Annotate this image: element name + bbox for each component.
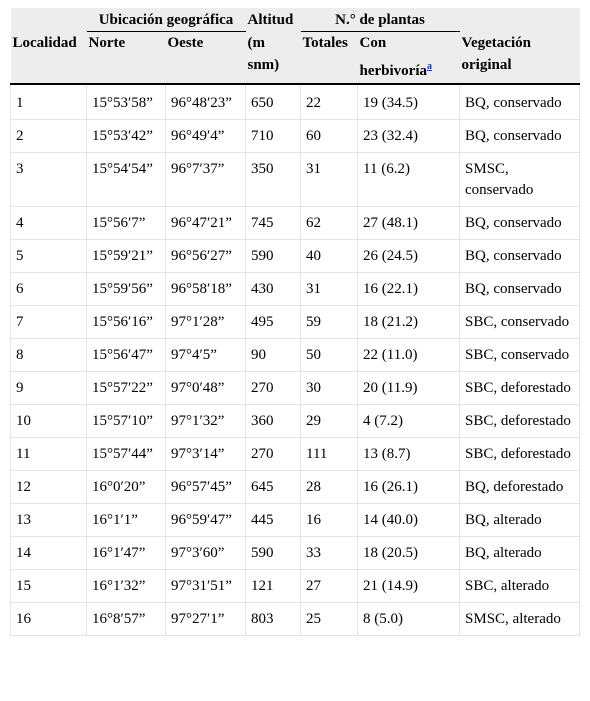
cell-oeste: 96°47′21”: [166, 207, 246, 240]
cell-oeste: 96°56′27”: [166, 240, 246, 273]
cell-herbivoria: 4 (7.2): [358, 405, 460, 438]
cell-oeste: 96°49′4”: [166, 120, 246, 153]
header-vegetacion: Vegetación: [461, 34, 531, 51]
cell-herbivoria: 14 (40.0): [358, 504, 460, 537]
cell-localidad: 11: [11, 438, 87, 471]
table-row: [11, 339, 580, 372]
cell-herbivoria: 19 (34.5): [358, 84, 460, 120]
header-original: original: [461, 56, 512, 73]
cell-oeste: 97°1′28”: [166, 306, 246, 339]
cell-altitud: 360: [246, 405, 301, 438]
cell-totales: 31: [301, 273, 358, 306]
cell-herbivoria: 21 (14.9): [358, 570, 460, 603]
cell-norte: 15°56′16”: [87, 306, 166, 339]
cell-totales: 50: [301, 339, 358, 372]
cell-altitud: 90: [246, 339, 301, 372]
cell-oeste: 97°31′51”: [166, 570, 246, 603]
cell-totales: 40: [301, 240, 358, 273]
header-localidad: Localidad: [11, 32, 87, 85]
header-spacer-localidad: [11, 8, 87, 32]
cell-oeste: 96°57′45”: [166, 471, 246, 504]
cell-localidad: 8: [11, 339, 87, 372]
header-row-1: [11, 8, 580, 32]
cell-altitud: 495: [246, 306, 301, 339]
header-row-2: [11, 32, 580, 85]
cell-norte: 15°54′54”: [87, 153, 166, 207]
localidades-table: [10, 8, 580, 636]
table-row: [11, 570, 580, 603]
cell-totales: 60: [301, 120, 358, 153]
footnote-sup: [427, 58, 432, 72]
cell-altitud: 270: [246, 372, 301, 405]
cell-localidad: 16: [11, 603, 87, 636]
cell-oeste: 96°58′18”: [166, 273, 246, 306]
cell-norte: 16°8′57”: [87, 603, 166, 636]
cell-herbivoria: 16 (26.1): [358, 471, 460, 504]
header-altitud: Altitud: [246, 8, 301, 32]
table-header: [11, 8, 580, 84]
cell-herbivoria: 18 (21.2): [358, 306, 460, 339]
cell-vegetacion: BQ, conservado: [460, 240, 580, 273]
table-row: [11, 603, 580, 636]
cell-norte: 16°1′32”: [87, 570, 166, 603]
cell-totales: 33: [301, 537, 358, 570]
cell-totales: 25: [301, 603, 358, 636]
cell-vegetacion: SBC, deforestado: [460, 372, 580, 405]
data-table-container: [10, 8, 579, 636]
cell-herbivoria: 26 (24.5): [358, 240, 460, 273]
cell-localidad: 6: [11, 273, 87, 306]
cell-norte: 15°53′58”: [87, 84, 166, 120]
cell-altitud: 645: [246, 471, 301, 504]
cell-altitud: 445: [246, 504, 301, 537]
header-herbivoria: herbivoría: [359, 63, 427, 79]
table-row: [11, 153, 580, 207]
cell-altitud: 590: [246, 240, 301, 273]
cell-vegetacion: SMSC, alterado: [460, 603, 580, 636]
header-altitud-unit: [246, 32, 301, 85]
table-row: [11, 537, 580, 570]
header-ubicacion-geografica: Ubicación geográfica: [87, 8, 246, 32]
cell-vegetacion: SMSC, conservado: [460, 153, 580, 207]
header-con-herbivoria: [358, 32, 460, 85]
table-row: [11, 306, 580, 339]
cell-localidad: 15: [11, 570, 87, 603]
cell-vegetacion: SBC, conservado: [460, 306, 580, 339]
cell-totales: 22: [301, 84, 358, 120]
header-norte: Norte: [87, 32, 166, 85]
cell-totales: 30: [301, 372, 358, 405]
table-row: [11, 84, 580, 120]
footnote-link-a[interactable]: a: [427, 61, 432, 72]
cell-altitud: 270: [246, 438, 301, 471]
cell-vegetacion: SBC, deforestado: [460, 438, 580, 471]
cell-herbivoria: 16 (22.1): [358, 273, 460, 306]
cell-norte: 15°59′21”: [87, 240, 166, 273]
cell-totales: 31: [301, 153, 358, 207]
cell-localidad: 13: [11, 504, 87, 537]
cell-vegetacion: BQ, alterado: [460, 504, 580, 537]
table-row: [11, 120, 580, 153]
cell-vegetacion: BQ, conservado: [460, 120, 580, 153]
cell-oeste: 97°3′60”: [166, 537, 246, 570]
cell-norte: 16°1′1”: [87, 504, 166, 537]
cell-altitud: 803: [246, 603, 301, 636]
cell-localidad: 14: [11, 537, 87, 570]
header-con: Con: [359, 35, 387, 51]
table-row: [11, 240, 580, 273]
cell-oeste: 96°7′37”: [166, 153, 246, 207]
cell-norte: 15°57′10”: [87, 405, 166, 438]
header-altitud-unit-line1: (m: [247, 34, 265, 51]
cell-altitud: 350: [246, 153, 301, 207]
header-oeste: Oeste: [166, 32, 246, 85]
cell-oeste: 97°1′32”: [166, 405, 246, 438]
cell-totales: 28: [301, 471, 358, 504]
cell-totales: 59: [301, 306, 358, 339]
cell-altitud: 590: [246, 537, 301, 570]
cell-herbivoria: 11 (6.2): [358, 153, 460, 207]
cell-vegetacion: SBC, conservado: [460, 339, 580, 372]
header-spacer-vegetacion: [460, 8, 580, 32]
cell-oeste: 97°0′48”: [166, 372, 246, 405]
cell-norte: 15°56′7”: [87, 207, 166, 240]
cell-norte: 15°57′44”: [87, 438, 166, 471]
cell-localidad: 3: [11, 153, 87, 207]
cell-localidad: 1: [11, 84, 87, 120]
cell-totales: 29: [301, 405, 358, 438]
cell-localidad: 10: [11, 405, 87, 438]
cell-vegetacion: BQ, conservado: [460, 207, 580, 240]
header-totales: Totales: [301, 32, 358, 85]
cell-totales: 62: [301, 207, 358, 240]
cell-norte: 16°0′20”: [87, 471, 166, 504]
cell-vegetacion: BQ, alterado: [460, 537, 580, 570]
cell-norte: 15°59′56”: [87, 273, 166, 306]
cell-altitud: 121: [246, 570, 301, 603]
cell-oeste: 96°48′23”: [166, 84, 246, 120]
cell-norte: 15°57′22”: [87, 372, 166, 405]
cell-totales: 111: [301, 438, 358, 471]
header-vegetacion-original: [460, 32, 580, 85]
table-row: [11, 207, 580, 240]
cell-herbivoria: 13 (8.7): [358, 438, 460, 471]
cell-herbivoria: 22 (11.0): [358, 339, 460, 372]
cell-herbivoria: 23 (32.4): [358, 120, 460, 153]
cell-norte: 15°53′42”: [87, 120, 166, 153]
cell-altitud: 745: [246, 207, 301, 240]
cell-oeste: 97°3′14”: [166, 438, 246, 471]
table-row: [11, 504, 580, 537]
cell-vegetacion: SBC, alterado: [460, 570, 580, 603]
cell-vegetacion: BQ, deforestado: [460, 471, 580, 504]
cell-norte: 16°1′47”: [87, 537, 166, 570]
cell-vegetacion: BQ, conservado: [460, 273, 580, 306]
table-row: [11, 372, 580, 405]
cell-oeste: 97°4′5”: [166, 339, 246, 372]
cell-oeste: 97°27′1”: [166, 603, 246, 636]
cell-herbivoria: 20 (11.9): [358, 372, 460, 405]
cell-herbivoria: 18 (20.5): [358, 537, 460, 570]
cell-herbivoria: 27 (48.1): [358, 207, 460, 240]
cell-localidad: 5: [11, 240, 87, 273]
cell-localidad: 12: [11, 471, 87, 504]
cell-localidad: 4: [11, 207, 87, 240]
cell-norte: 15°56′47”: [87, 339, 166, 372]
cell-localidad: 2: [11, 120, 87, 153]
cell-totales: 27: [301, 570, 358, 603]
cell-herbivoria: 8 (5.0): [358, 603, 460, 636]
cell-vegetacion: SBC, deforestado: [460, 405, 580, 438]
cell-vegetacion: BQ, conservado: [460, 84, 580, 120]
cell-localidad: 7: [11, 306, 87, 339]
table-row: [11, 405, 580, 438]
cell-oeste: 96°59′47”: [166, 504, 246, 537]
header-altitud-unit-line2: snm): [247, 56, 280, 73]
cell-localidad: 9: [11, 372, 87, 405]
header-numero-plantas: N.° de plantas: [301, 8, 460, 32]
table-body: [11, 84, 580, 636]
cell-altitud: 430: [246, 273, 301, 306]
table-row: [11, 438, 580, 471]
table-row: [11, 471, 580, 504]
cell-altitud: 650: [246, 84, 301, 120]
cell-totales: 16: [301, 504, 358, 537]
cell-altitud: 710: [246, 120, 301, 153]
table-row: [11, 273, 580, 306]
